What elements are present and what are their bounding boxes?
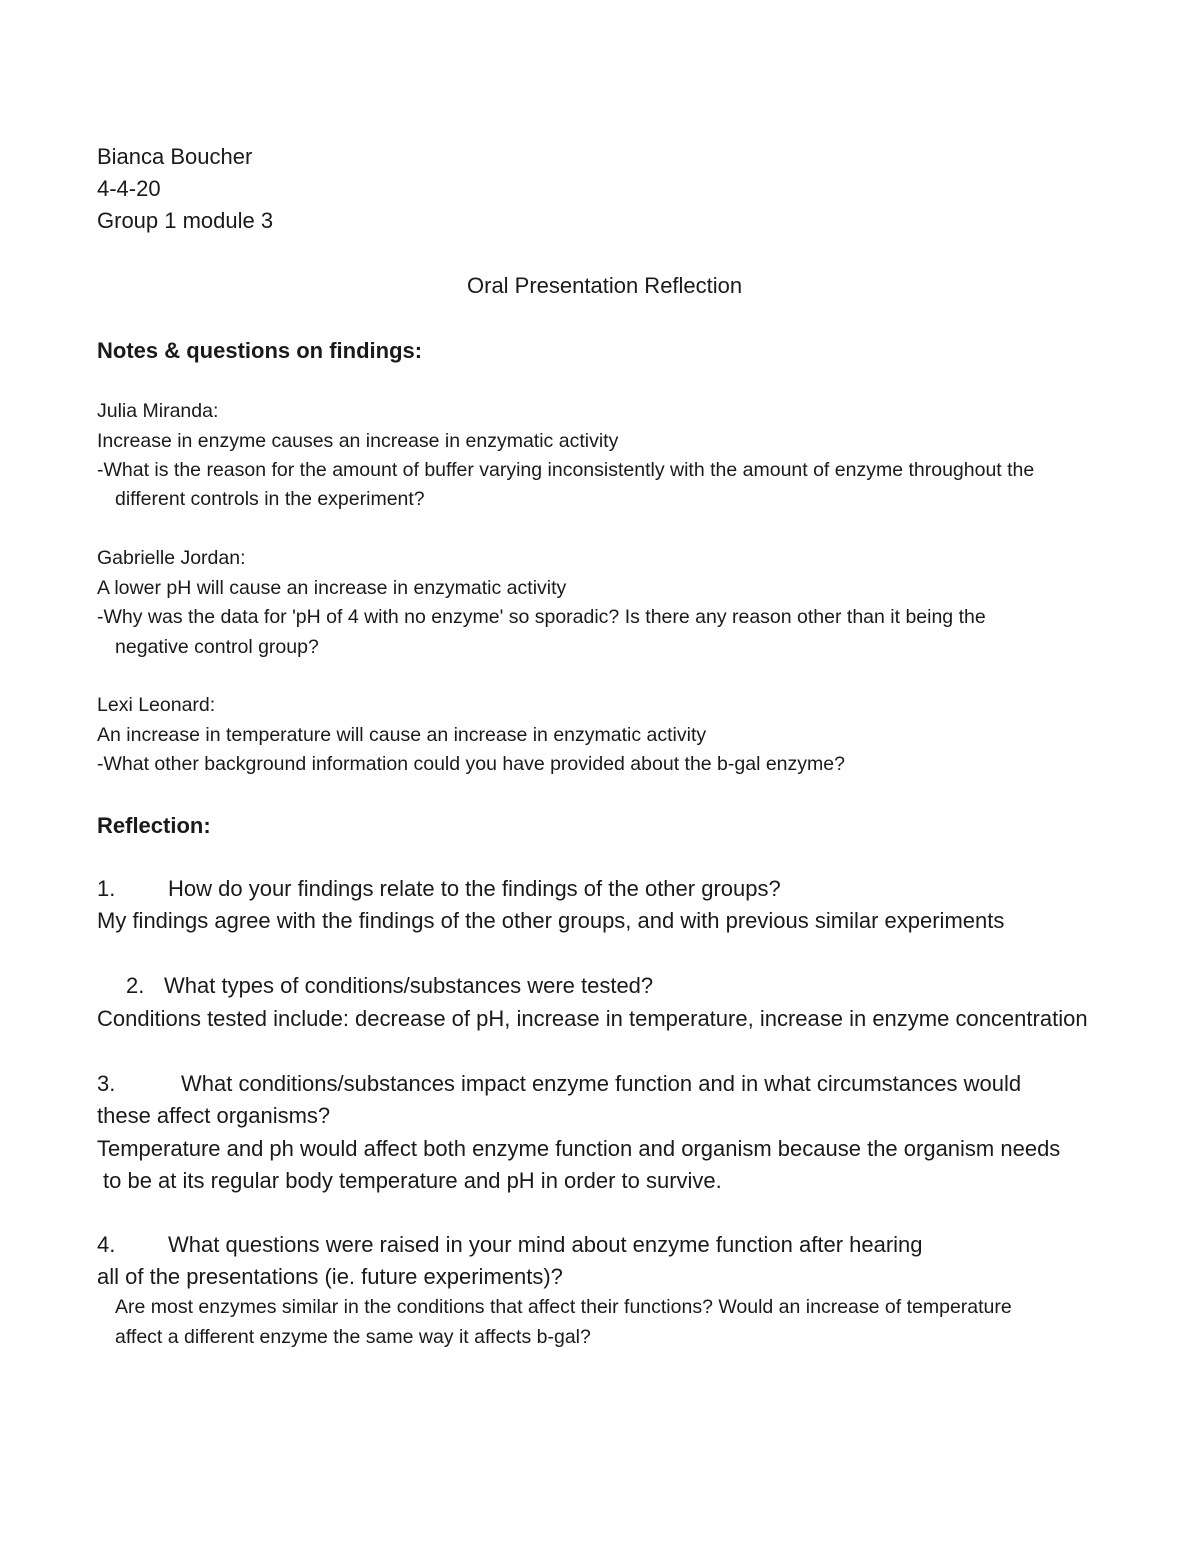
question-number: 4. <box>97 1232 116 1257</box>
question-text: What types of conditions/substances were tested? <box>164 973 654 998</box>
group-label: Group 1 module 3 <box>97 208 274 233</box>
presenter-question: -Why was the data for 'pH of 4 with no enzyme' so sporadic? Is there any reason other than it being the <box>97 606 986 628</box>
presenter-name: Julia Miranda: <box>97 400 219 422</box>
reflection-question-row <box>97 1073 1097 1097</box>
author-name: Bianca Boucher <box>97 144 253 169</box>
reflection-answer-continued: affect a different enzyme the same way it affects b-gal? <box>115 1326 591 1348</box>
reflection-question-continued: all of the presentations (ie. future experiments)? <box>97 1264 563 1289</box>
reflection-heading: Reflection: <box>97 813 211 838</box>
question-text: What questions were raised in your mind about enzyme function after hearing <box>168 1232 923 1257</box>
document-title: Oral Presentation Reflection <box>467 273 743 298</box>
question-number: 1. <box>97 876 116 901</box>
reflection-question-row <box>126 975 1126 999</box>
presenter-question: -What is the reason for the amount of buffer varying inconsistently with the amount of enzyme throughout the <box>97 459 1035 481</box>
reflection-answer: My findings agree with the findings of the other groups, and with previous similar experiments <box>97 908 1005 933</box>
question-text: What conditions/substances impact enzyme function and in what circumstances would <box>181 1071 1022 1096</box>
presenter-name: Gabrielle Jordan: <box>97 547 246 569</box>
question-number: 3. <box>97 1071 116 1096</box>
reflection-answer-continued: to be at its regular body temperature and pH in order to survive. <box>103 1168 722 1193</box>
reflection-question-continued: these affect organisms? <box>97 1103 331 1128</box>
document-date: 4-4-20 <box>97 176 161 201</box>
reflection-question-row <box>97 1234 1097 1258</box>
presenter-finding: Increase in enzyme causes an increase in enzymatic activity <box>97 430 619 452</box>
notes-heading: Notes & questions on findings: <box>97 338 423 363</box>
reflection-answer: Conditions tested include: decrease of pH, increase in temperature, increase in enzyme concentration <box>97 1006 1088 1031</box>
presenter-question: -What other background information could you have provided about the b-gal enzyme? <box>97 753 845 775</box>
question-number: 2. <box>126 973 145 998</box>
presenter-question-continued: different controls in the experiment? <box>115 488 425 510</box>
presenter-name: Lexi Leonard: <box>97 694 216 716</box>
question-text: How do your findings relate to the findings of the other groups? <box>168 876 781 901</box>
reflection-answer: Temperature and ph would affect both enzyme function and organism because the organism needs <box>97 1136 1061 1161</box>
presenter-finding: An increase in temperature will cause an increase in enzymatic activity <box>97 724 707 746</box>
reflection-answer: Are most enzymes similar in the conditions that affect their functions? Would an increase of temperature <box>115 1296 1012 1318</box>
presenter-finding: A lower pH will cause an increase in enzymatic activity <box>97 577 567 599</box>
presenter-question-continued: negative control group? <box>115 636 319 658</box>
reflection-question-row <box>97 878 1097 902</box>
